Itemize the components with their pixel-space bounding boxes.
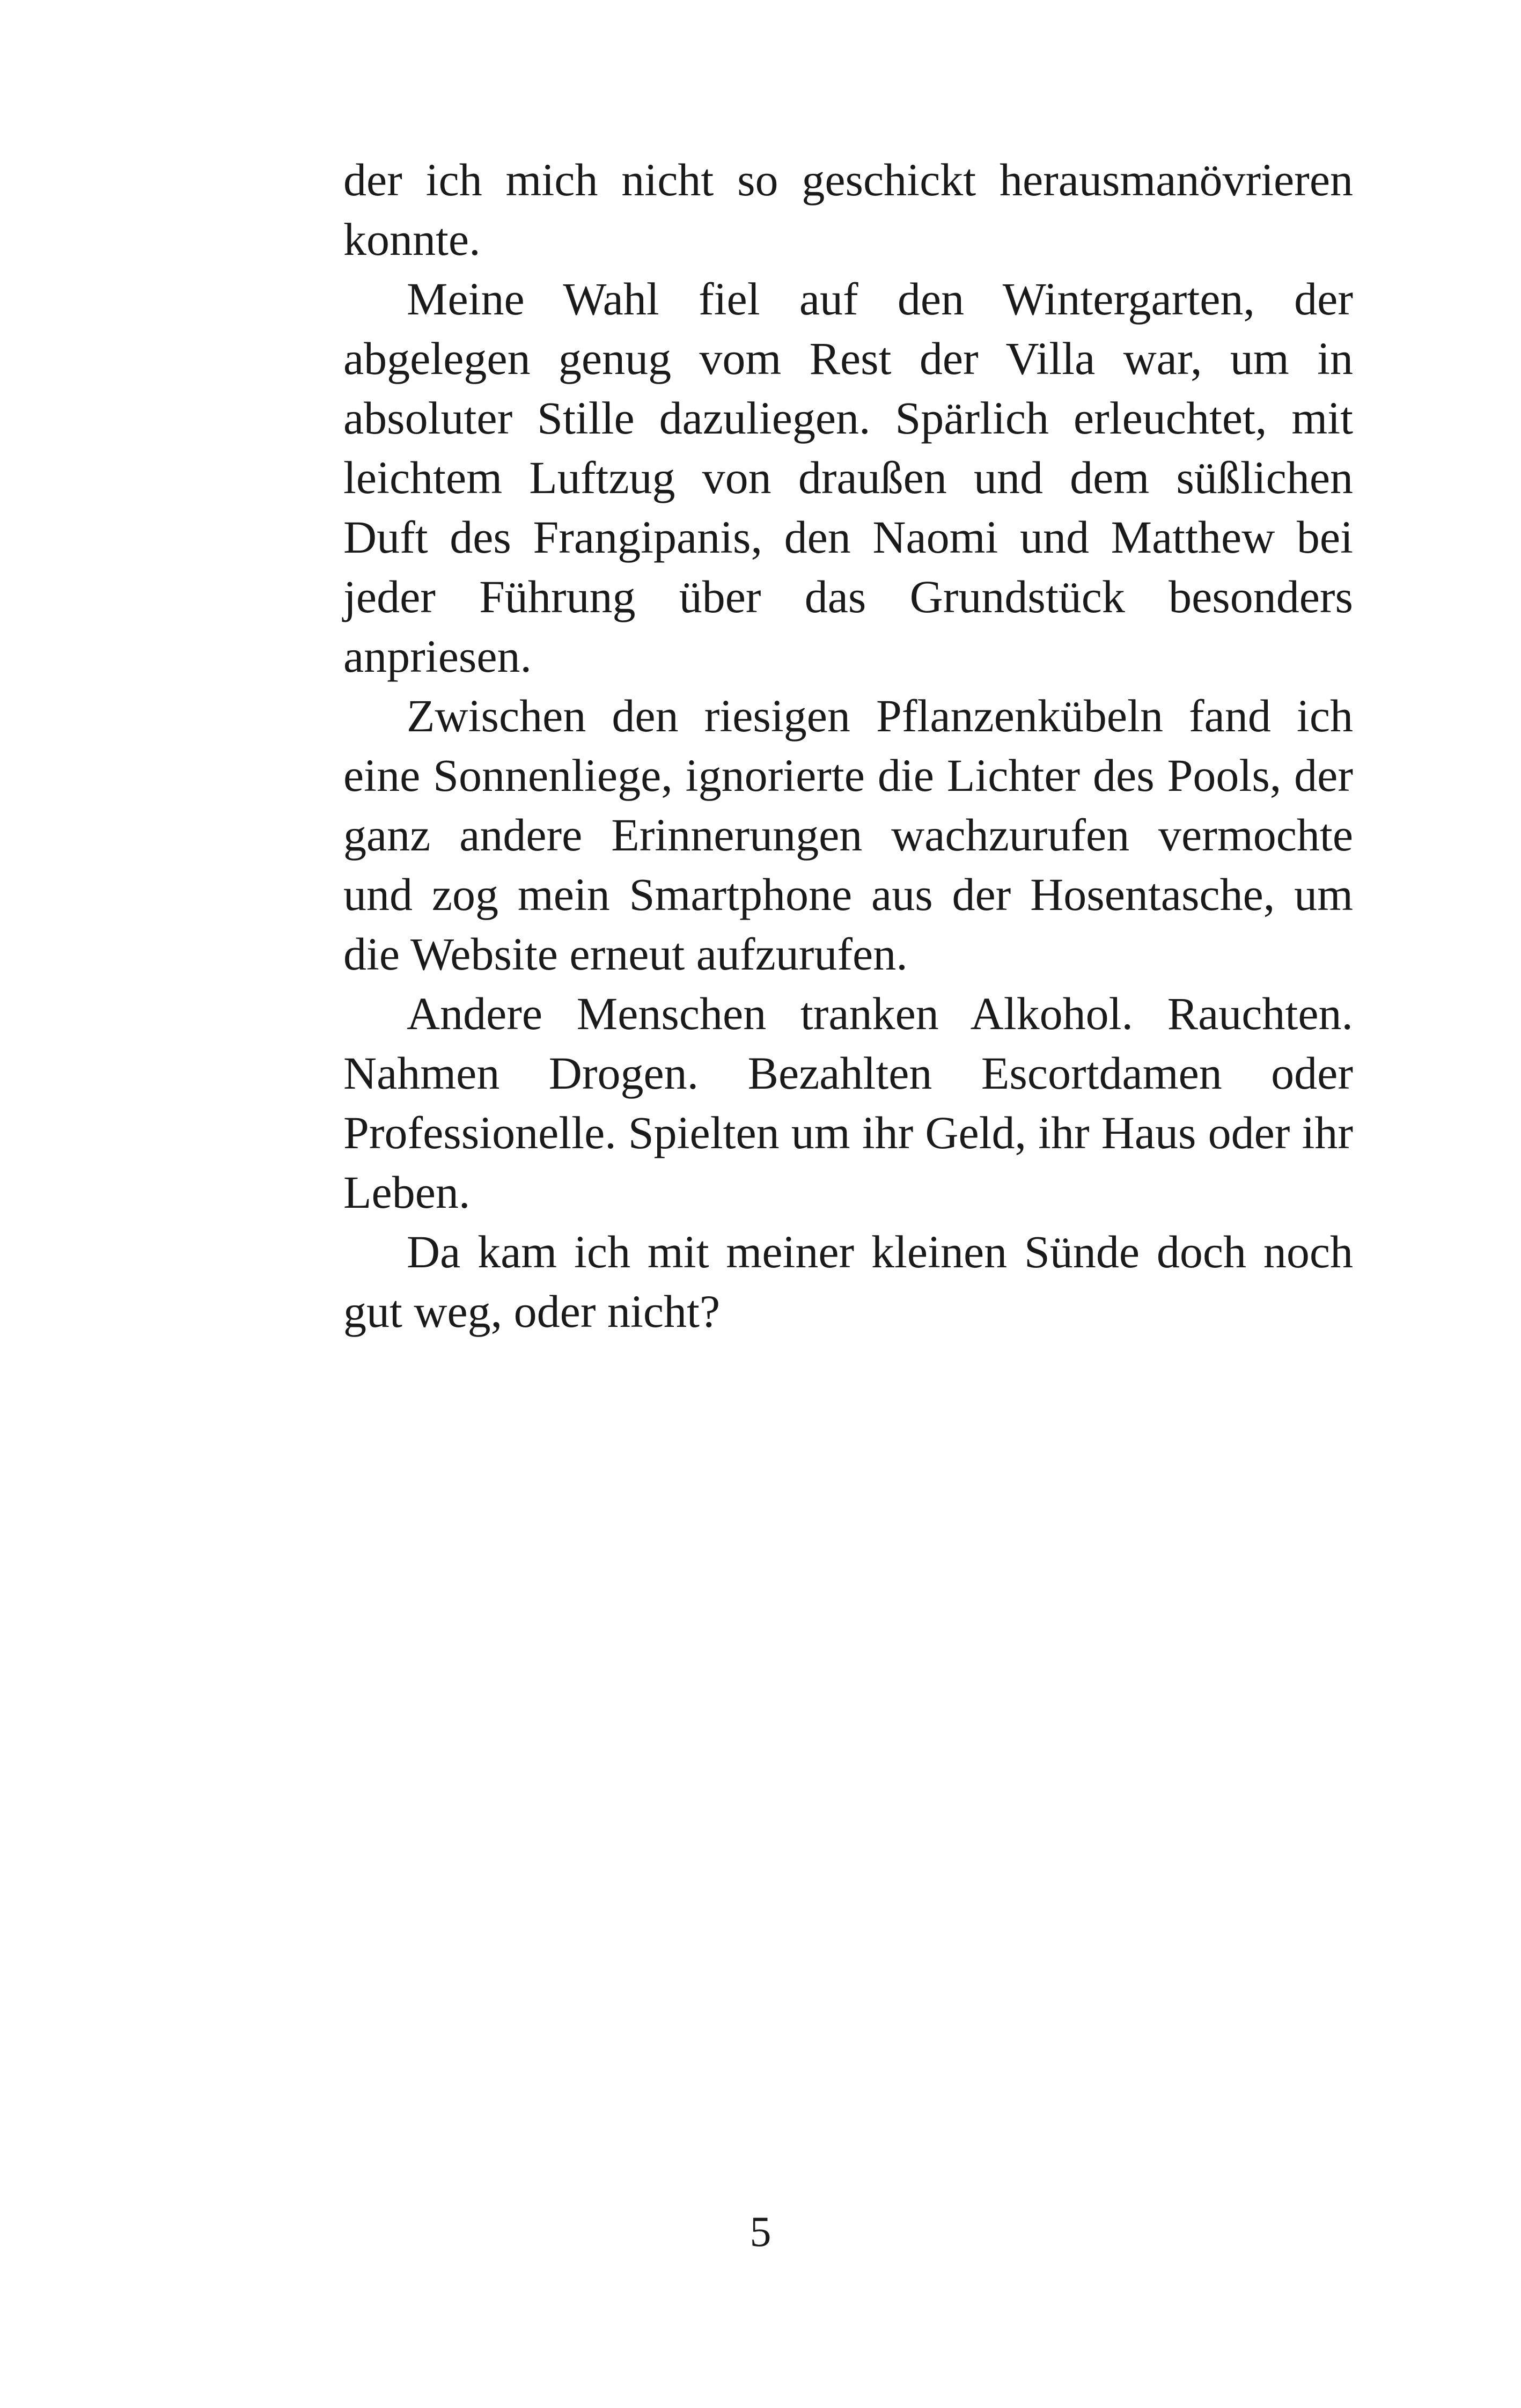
paragraph-sonnenliege: Zwischen den riesigen Pflanzenkübeln fand ich eine Sonnenliege, ignorierte die Lichter des Pools, der ganz andere Erinnerungen wachzurufen vermochte und zog mein Smartphone aus der Hosentasche, um die Website erneut aufzurufen. (343, 690, 1353, 980)
body-text (343, 150, 1353, 1341)
paragraph-continuation: der ich mich nicht so geschickt herausmanövrieren konnte. (343, 154, 1353, 265)
page-number: 5 (750, 2208, 771, 2256)
paragraph-andere-menschen: Andere Menschen tranken Alkohol. Rauchten. Nahmen Drogen. Bezahlten Escortdamen oder Professionelle. Spielten um ihr Geld, ihr Haus oder ihr Leben. (343, 988, 1353, 1218)
paragraph-kleine-suende: Da kam ich mit meiner kleinen Sünde doch noch gut weg, oder nicht? (343, 1226, 1353, 1337)
paragraph-wintergarten: Meine Wahl fiel auf den Wintergarten, der abgelegen genug vom Rest der Villa war, um in absoluter Stille dazuliegen. Spärlich erleuchtet, mit leichtem Luftzug von draußen und dem süßlichen Duft des Frangipanis, den Naomi und Matthew bei jeder Führung über das Grundstück besonders anpriesen. (343, 273, 1353, 682)
